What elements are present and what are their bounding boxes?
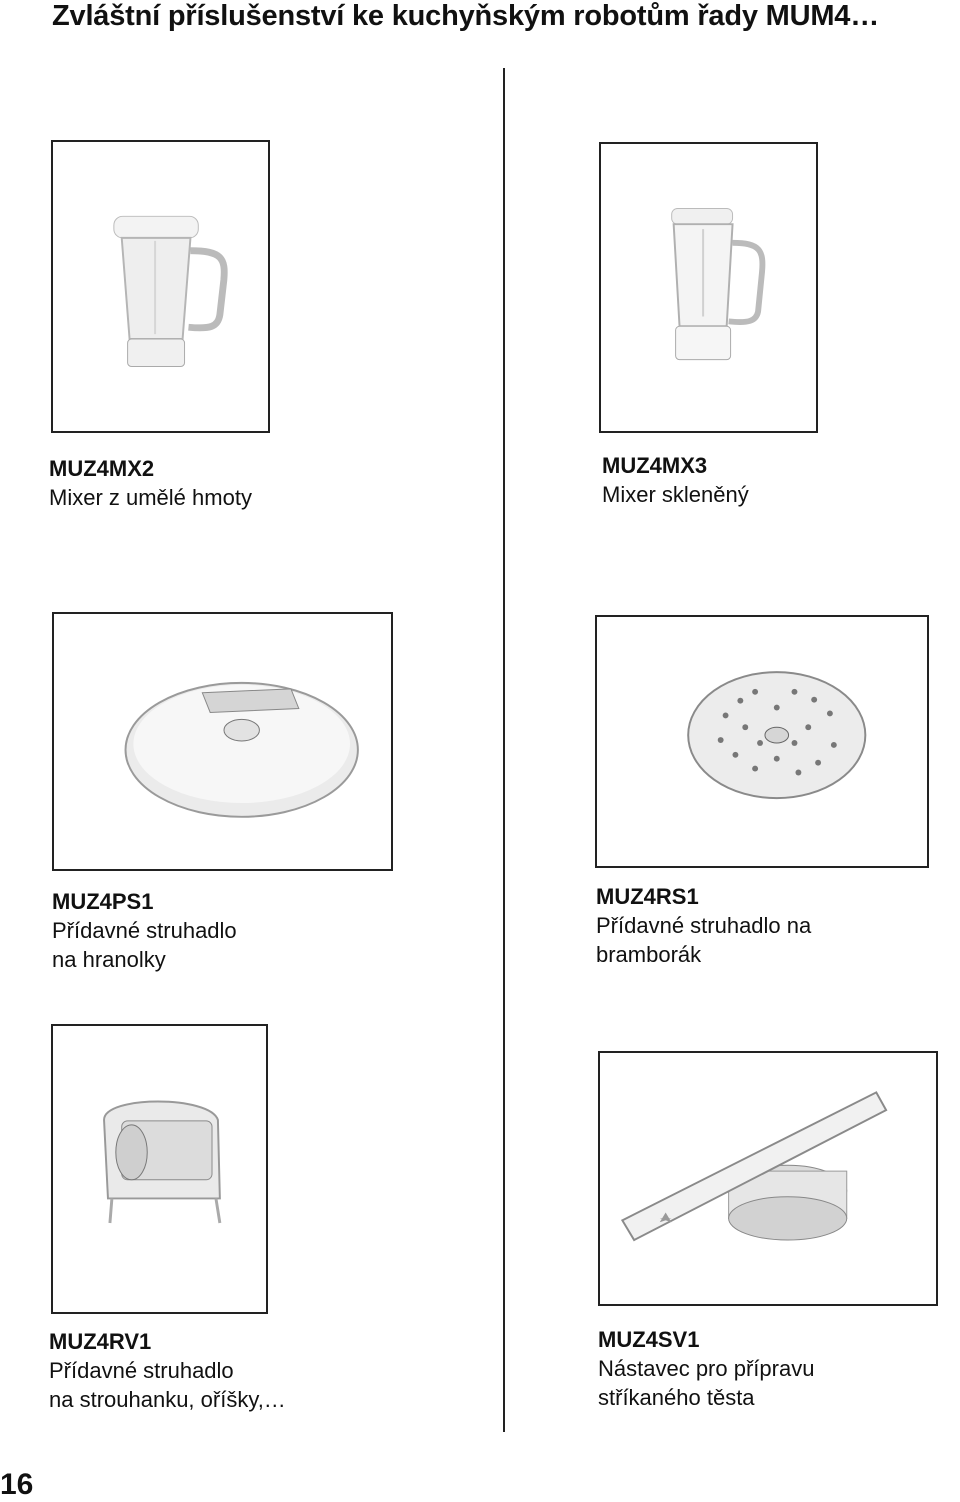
product-description: stříkaného těsta: [598, 1385, 755, 1410]
drum-grater-illustration: [53, 1026, 266, 1312]
product-code: MUZ4SV1: [598, 1327, 700, 1352]
product-caption: [49, 1327, 286, 1414]
product-description: na hranolky: [52, 947, 166, 972]
product-code: MUZ4RV1: [49, 1329, 152, 1354]
product-caption: [596, 882, 811, 969]
product-code: MUZ4PS1: [52, 889, 154, 914]
fries-disc-illustration: [54, 614, 391, 869]
product-caption: [49, 454, 252, 512]
product-code: MUZ4RS1: [596, 884, 699, 909]
product-image-frame: [598, 1051, 938, 1306]
product-caption: [598, 1325, 814, 1412]
product-image-frame: [599, 142, 818, 433]
product-description: Přídavné struhadlo: [52, 918, 237, 943]
product-code: MUZ4MX2: [49, 456, 155, 481]
product-description: na strouhanku, oříšky,…: [49, 1387, 286, 1412]
page-title: Zvláštní příslušenství ke kuchyňským robotům řady MUM4…: [52, 0, 880, 32]
product-description: Přídavné struhadlo na: [596, 913, 812, 938]
product-image-frame: [51, 1024, 268, 1314]
cookie-press-illustration: [600, 1053, 936, 1304]
column-divider: [503, 68, 505, 1432]
product-description: Mixer skleněný: [602, 482, 749, 507]
product-caption: [52, 887, 237, 974]
product-image-frame: [51, 140, 270, 433]
glass-blender-illustration: [601, 144, 816, 431]
product-description: Nástavec pro přípravu: [598, 1356, 815, 1381]
product-image-frame: [595, 615, 929, 868]
product-image-frame: [52, 612, 393, 871]
product-code: MUZ4MX3: [602, 453, 708, 478]
plastic-blender-illustration: [53, 142, 268, 431]
product-description: bramborák: [596, 942, 702, 967]
product-description: Přídavné struhadlo: [49, 1358, 234, 1383]
product-description: Mixer z umělé hmoty: [49, 485, 252, 510]
product-caption: [602, 451, 749, 509]
grating-disc-illustration: [597, 617, 927, 866]
page-number: 16: [0, 1468, 34, 1501]
